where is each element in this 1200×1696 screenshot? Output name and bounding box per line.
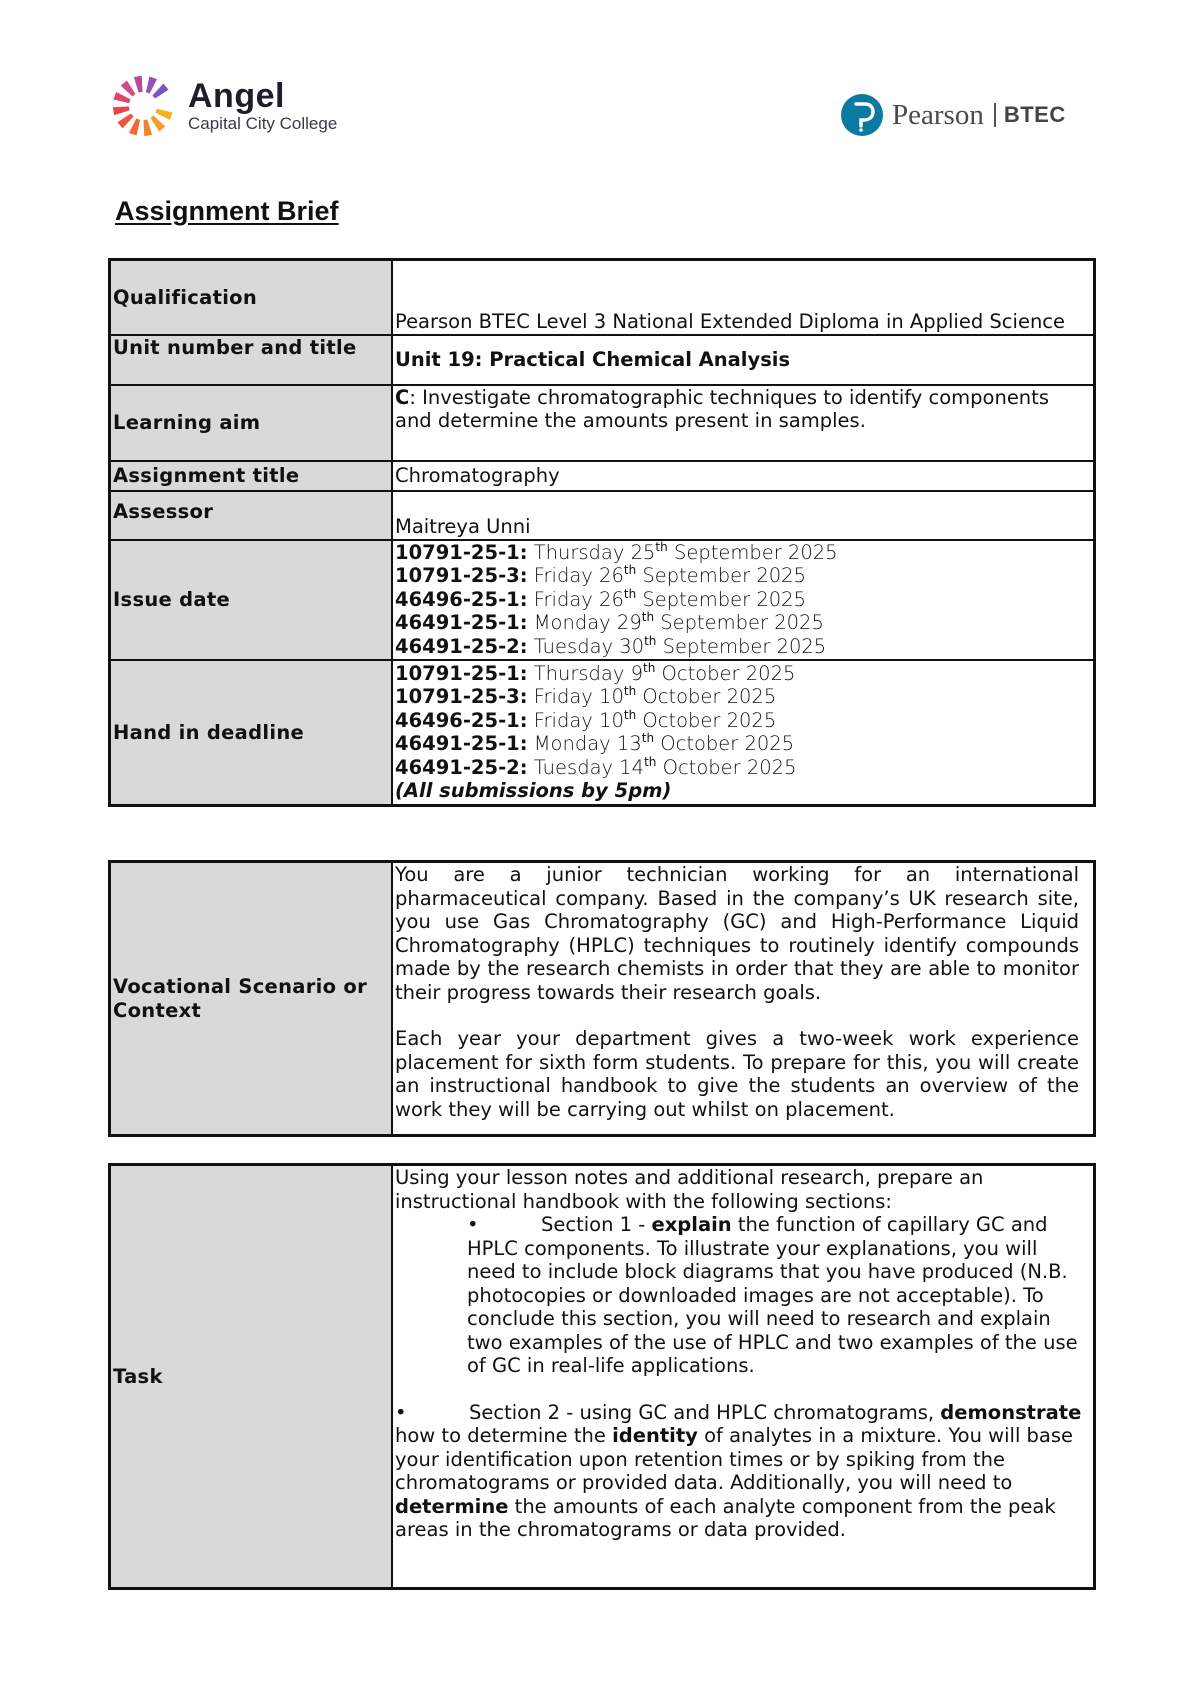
task-table (108, 1163, 1096, 1590)
deadline-entry: 10791-25-1: Thursday 9th October 2025 (395, 660, 796, 685)
assignment-info-table (108, 258, 1096, 807)
issue-date-entry: 10791-25-1: Thursday 25th September 2025 (395, 539, 838, 564)
table-row-issue-date (110, 540, 1095, 660)
pearson-logo-name: Pearson (892, 98, 984, 131)
assignment-title-label: Assignment title (110, 461, 393, 491)
scenario-value (392, 862, 1095, 1136)
angel-sunburst-logo-icon (110, 73, 176, 139)
issue-date-entry: 46491-25-2: Tuesday 30th September 2025 (395, 633, 827, 658)
issue-date-entry: 10791-25-3: Friday 26th September 2025 (395, 563, 806, 588)
learning-aim-label: Learning aim (110, 385, 393, 461)
table-row-assignment-title (110, 461, 1095, 491)
issue-date-value (392, 540, 1095, 660)
angel-logo-name: Angel (188, 77, 285, 115)
task-intro: Using your lesson notes and additional research, prepare an instructional handbook with the following sections: (395, 1166, 984, 1213)
assessor-value: Maitreya Unni (392, 491, 1095, 540)
qualification-value: Pearson BTEC Level 3 National Extended Diploma in Applied Science (392, 260, 1095, 335)
table-row-task (110, 1165, 1095, 1589)
task-value (392, 1165, 1095, 1589)
scenario-label: Vocational Scenario or Context (110, 862, 393, 1136)
task-section-2: • Section 2 - using GC and HPLC chromatograms, demonstrate how to determine the identity of analytes in a mixture. You will base your identification upon retention times or by spiking from the chromatograms or provided data. Additionally, you will need to determine the amounts of each analyte component from the peak areas in the chromatograms or data provided. (395, 1400, 1082, 1541)
qualification-label: Qualification (110, 260, 393, 335)
deadline-entry: 46491-25-2: Tuesday 14th October 2025 (395, 754, 797, 779)
btec-logo-text: BTEC (1003, 102, 1066, 127)
bullet-icon: • (395, 1400, 407, 1424)
unit-value: Unit 19: Practical Chemical Analysis (392, 335, 1095, 385)
scenario-paragraph: Each year your department gives a two-week work experience placement for sixth form students. To prepare for this, you will create an instructional handbook to give the students an overview of the work they will be carrying out whilst on placement. (395, 1027, 1079, 1121)
learning-aim-value (392, 385, 1095, 461)
task-label: Task (110, 1165, 393, 1589)
pearson-p-logo-icon (840, 93, 884, 137)
deadline-value (392, 660, 1095, 806)
assessor-label: Assessor (110, 491, 393, 540)
angel-college-logo (110, 70, 350, 142)
deadline-note: (All submissions by 5pm) (395, 779, 672, 803)
page-title: Assignment Brief (115, 196, 339, 226)
deadline-entry: 46496-25-1: Friday 10th October 2025 (395, 707, 777, 732)
deadline-label: Hand in deadline (110, 660, 393, 806)
pearson-logo-separator (994, 103, 996, 127)
learning-aim-text: : Investigate chromatographic techniques to identify components and determine the amounts present in samples. (395, 385, 1049, 432)
table-row-qualification (110, 260, 1095, 335)
unit-label: Unit number and title (110, 335, 393, 385)
bullet-icon: • (467, 1213, 479, 1236)
issue-date-entry: 46491-25-1: Monday 29th September 2025 (395, 610, 824, 635)
issue-date-label: Issue date (110, 540, 393, 660)
scenario-paragraph: You are a junior technician working for an international pharmaceutical company. Based in the company’s UK research site, you use Gas Chromatography (GC) and High-Performance Liquid Chromatography (HPLC) techniques to routinely identify compounds made by the research chemists in order that they are able to monitor their progress towards their research goals. (395, 863, 1079, 1004)
angel-logo-subtitle: Capital City College (188, 114, 338, 133)
deadline-entry: 10791-25-3: Friday 10th October 2025 (395, 684, 777, 709)
table-row-deadline (110, 660, 1095, 806)
table-row-unit (110, 335, 1095, 385)
pearson-btec-logo (840, 90, 1066, 140)
table-row-assessor (110, 491, 1095, 540)
task-section-1: • Section 1 - explain the function of capillary GC and HPLC components. To illustrate your explanations, you will need to include block diagrams that you have produced (N.B. photocopies or downloaded images are not acceptable). To conclude this section, you will need to research and explain two examples of the use of HPLC and two examples of the use of GC in real-life applications. (467, 1213, 1078, 1377)
learning-aim-prefix: C (395, 385, 410, 409)
assignment-title-value: Chromatography (392, 461, 1095, 491)
table-row-scenario (110, 862, 1095, 1136)
table-row-learning-aim (110, 385, 1095, 461)
issue-date-entry: 46496-25-1: Friday 26th September 2025 (395, 586, 806, 611)
scenario-table (108, 860, 1096, 1137)
deadline-entry: 46491-25-1: Monday 13th October 2025 (395, 731, 795, 756)
